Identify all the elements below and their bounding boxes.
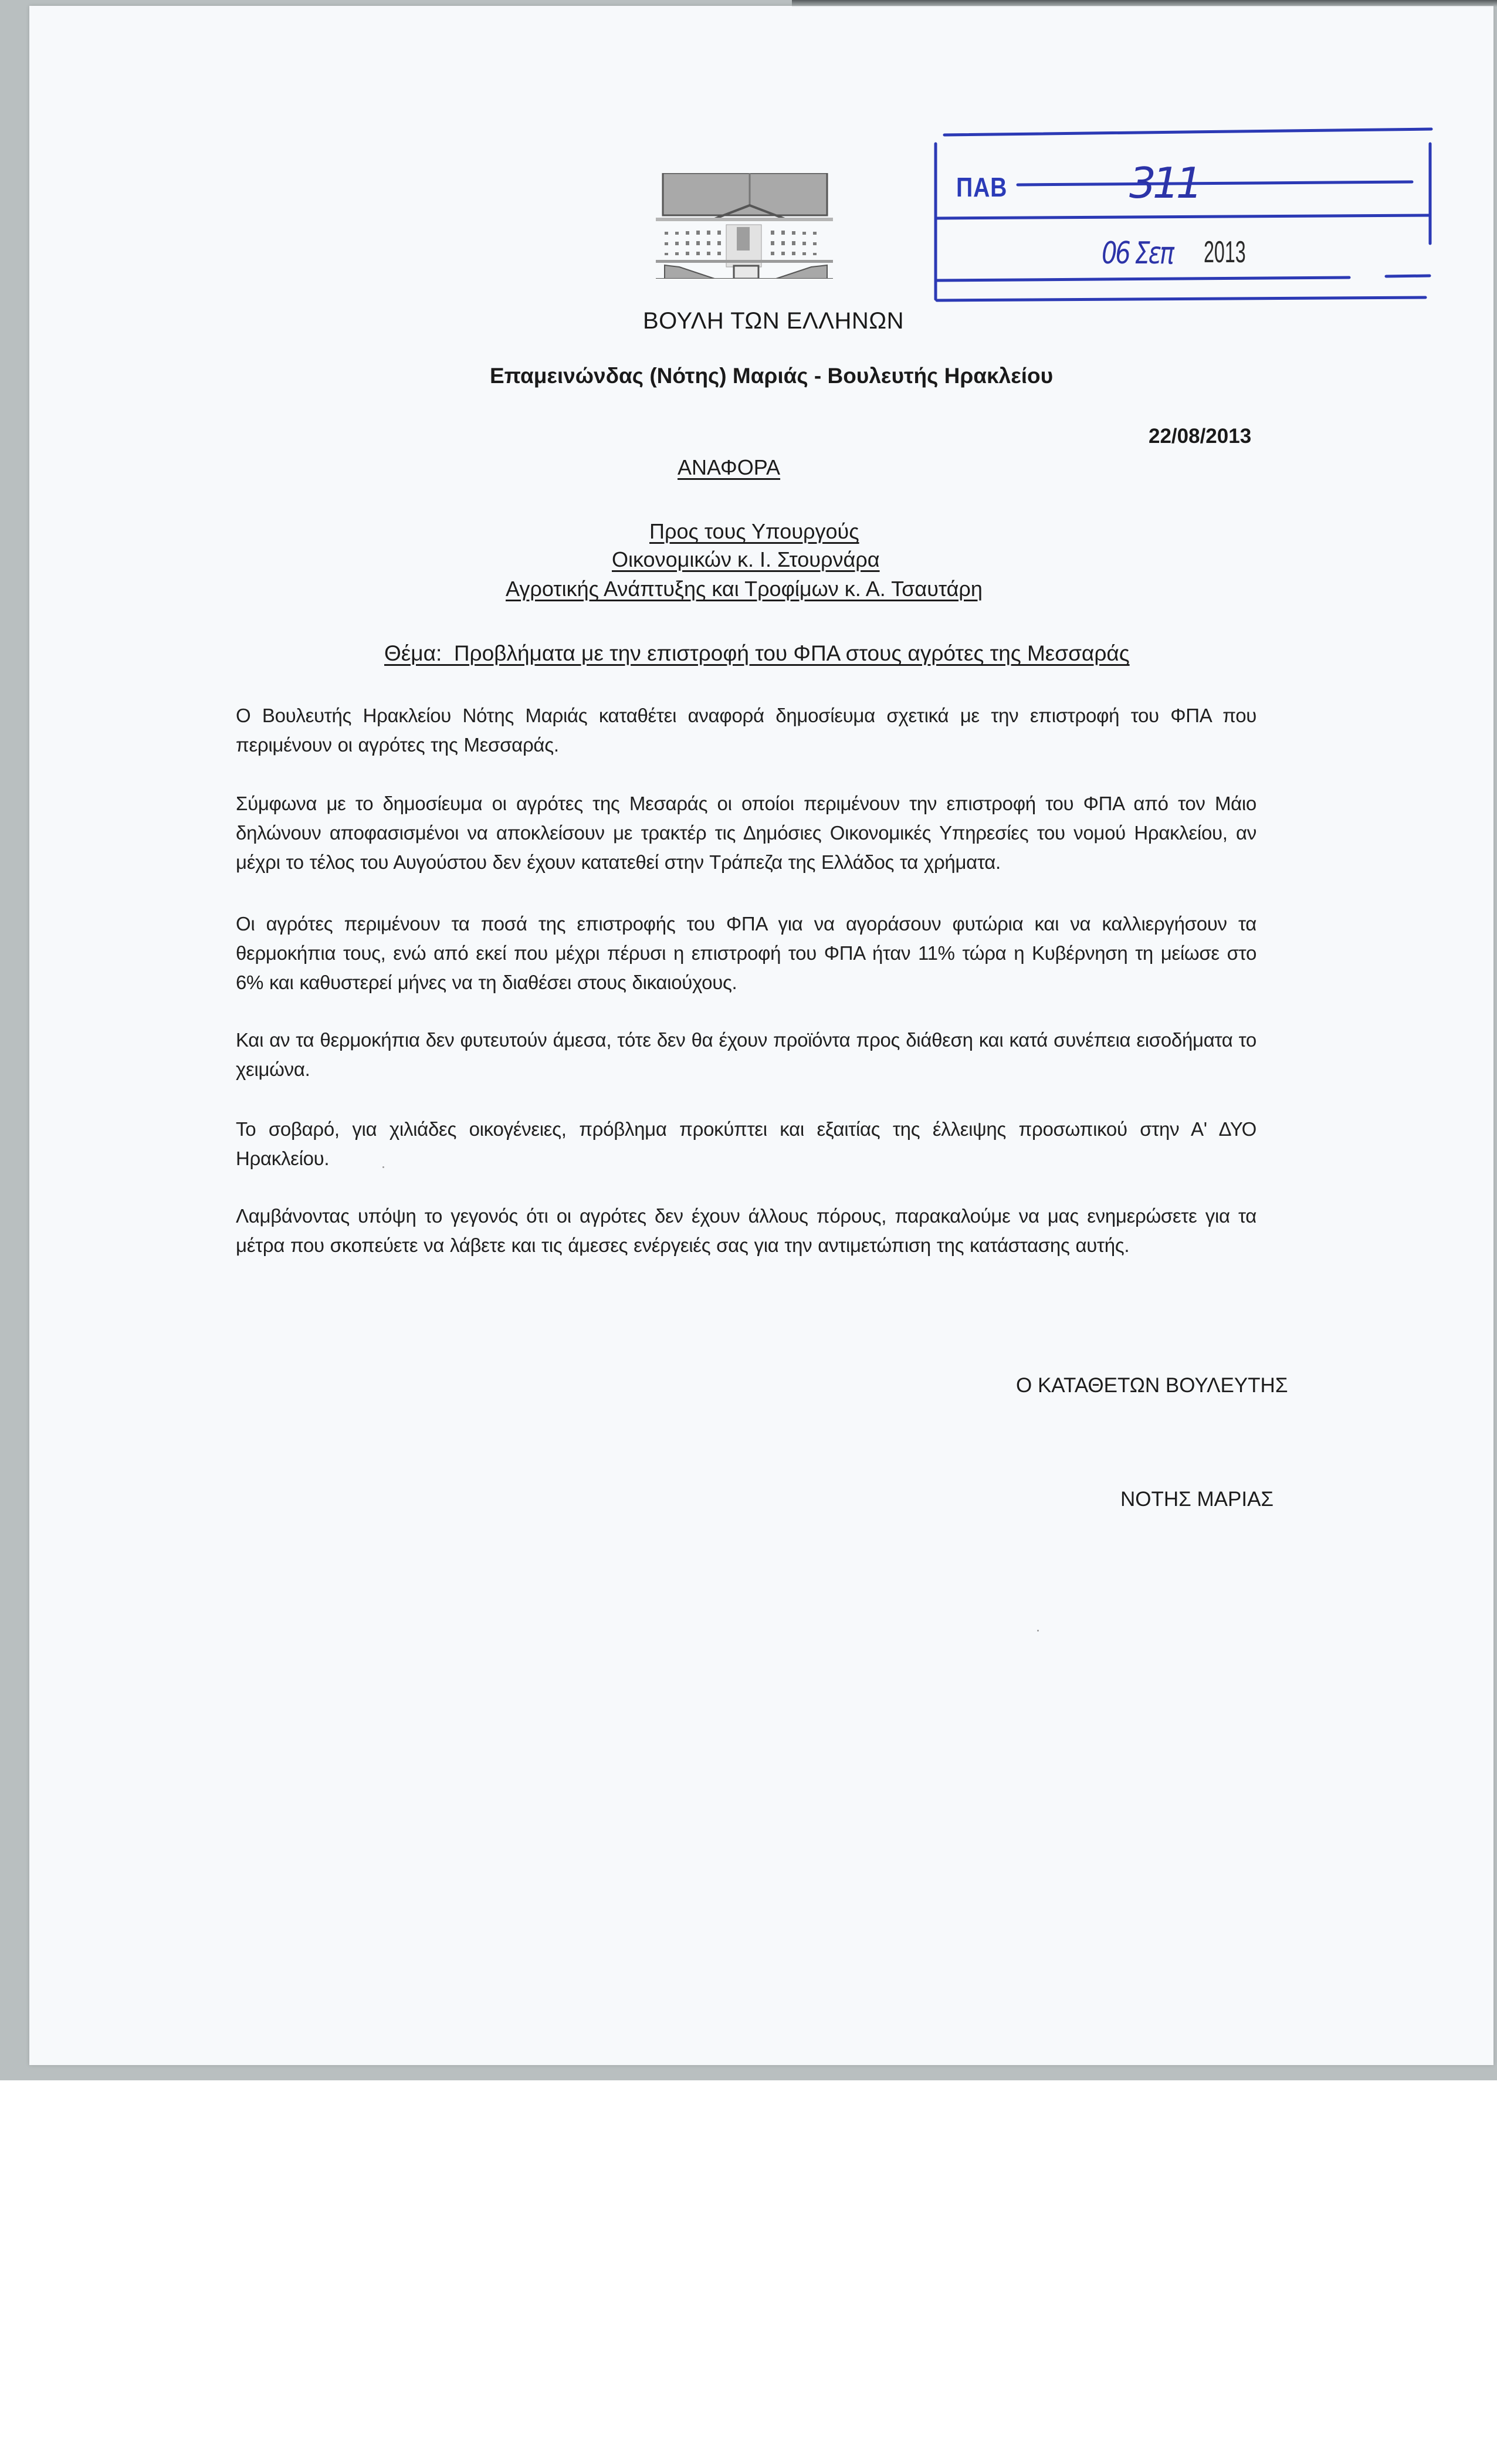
body-paragraph: Το σοβαρό, για χιλιάδες οικογένειες, πρόβλημα προκύπτει και εξαιτίας της έλλειψης προσωπικού στην Α' ΔΥΟ Ηρακλείου. [236, 1118, 1256, 1169]
registry-stamp-frame [930, 126, 1440, 308]
stamp-received-date: 06 Σεπ [1102, 236, 1173, 271]
body-paragraph: Οι αγρότες περιμένουν τα ποσά της επιστροφής του ΦΠΑ για να αγοράσουν φυτώρια και να καλλιεργήσουν τα θερμοκήπια τους, ενώ από εκεί που μέχρι πέρυσι η επιστροφή του ΦΠΑ ήταν 11% τώρα η Κυβέρνηση τη μείωσε στο 6% και καθυστερεί μήνες να τη διαθέσει στους δικαιούχους. [236, 913, 1256, 993]
mp-heading: Επαμεινώνδας (Νότης) Μαριάς - Βουλευτής Ηρακλείου [490, 364, 1054, 388]
body-paragraph: Λαμβάνοντας υπόψη το γεγονός ότι οι αγρότες δεν έχουν άλλους πόρους, παρακαλούμε να μας ενημερώσετε για τα μέτρα που σκοπεύετε να λάβετε και τις άμεσες ενέργειές σας για την αντιμετώπιση της κατάστασης αυτής. [236, 1205, 1256, 1256]
scan-speck [1037, 1630, 1039, 1632]
page-edge-shadow [792, 0, 1497, 7]
document-subject: Θέμα: Προβλήματα με την επιστροφή του ΦΠΑ στους αγρότες της Μεσσαράς [384, 641, 1130, 665]
scan-speck [382, 1166, 384, 1168]
addressee-line: Προς τους Υπουργούς [649, 519, 859, 543]
body-paragraph: Ο Βουλευτής Ηρακλείου Νότης Μαριάς καταθέτει αναφορά δημοσίευμα σχετικά με την επιστροφή του ΦΠΑ που περιμένουν οι αγρότες της Μεσσαράς. [236, 705, 1256, 756]
body-paragraph: Και αν τα θερμοκήπια δεν φυτευτούν άμεσα, τότε δεν θα έχουν προϊόντα προς διάθεση και κατά συνέπεια εισοδήματα το χειμώνα. [236, 1029, 1256, 1080]
document-title: ΑΝΑΦΟΡΑ [678, 455, 781, 479]
body-paragraph: Σύμφωνα με το δημοσίευμα οι αγρότες της Μεσαράς οι οποίοι περιμένουν την επιστροφή του ΦΠΑ από τον Μάιο δηλώνουν αποφασισμένοι να αποκλείσουν με τρακτέρ τις Δημόσιες Οικονομικές Υπηρεσίες του νομού Ηρακλείου, αν μέχρι το τέλος του Αυγούστου δεν έχουν κατατεθεί στην Τράπεζα της Ελλάδος τα χρήματα. [236, 793, 1256, 873]
addressee-line: Οικονομικών κ. Ι. Στουρνάρα [612, 547, 880, 571]
addressee-line: Αγροτικής Ανάπτυξης και Τροφίμων κ. Α. Τσαυτάρη [506, 577, 983, 601]
stamp-received-year: 2013 [1204, 235, 1246, 269]
stamp-registry-number: 311 [1129, 158, 1200, 208]
institution-name: ΒΟΥΛΗ ΤΩΝ ΕΛΛΗΝΩΝ [643, 308, 905, 334]
signature-name: ΝΟΤΗΣ ΜΑΡΙΑΣ [1120, 1488, 1274, 1511]
signature-title: Ο ΚΑΤΑΘΕΤΩΝ ΒΟΥΛΕΥΤΗΣ [1016, 1374, 1288, 1397]
document-date: 22/08/2013 [1149, 425, 1252, 448]
stamp-label: ΠΑΒ [956, 172, 1008, 202]
hellenic-parliament-building-icon [656, 173, 833, 279]
